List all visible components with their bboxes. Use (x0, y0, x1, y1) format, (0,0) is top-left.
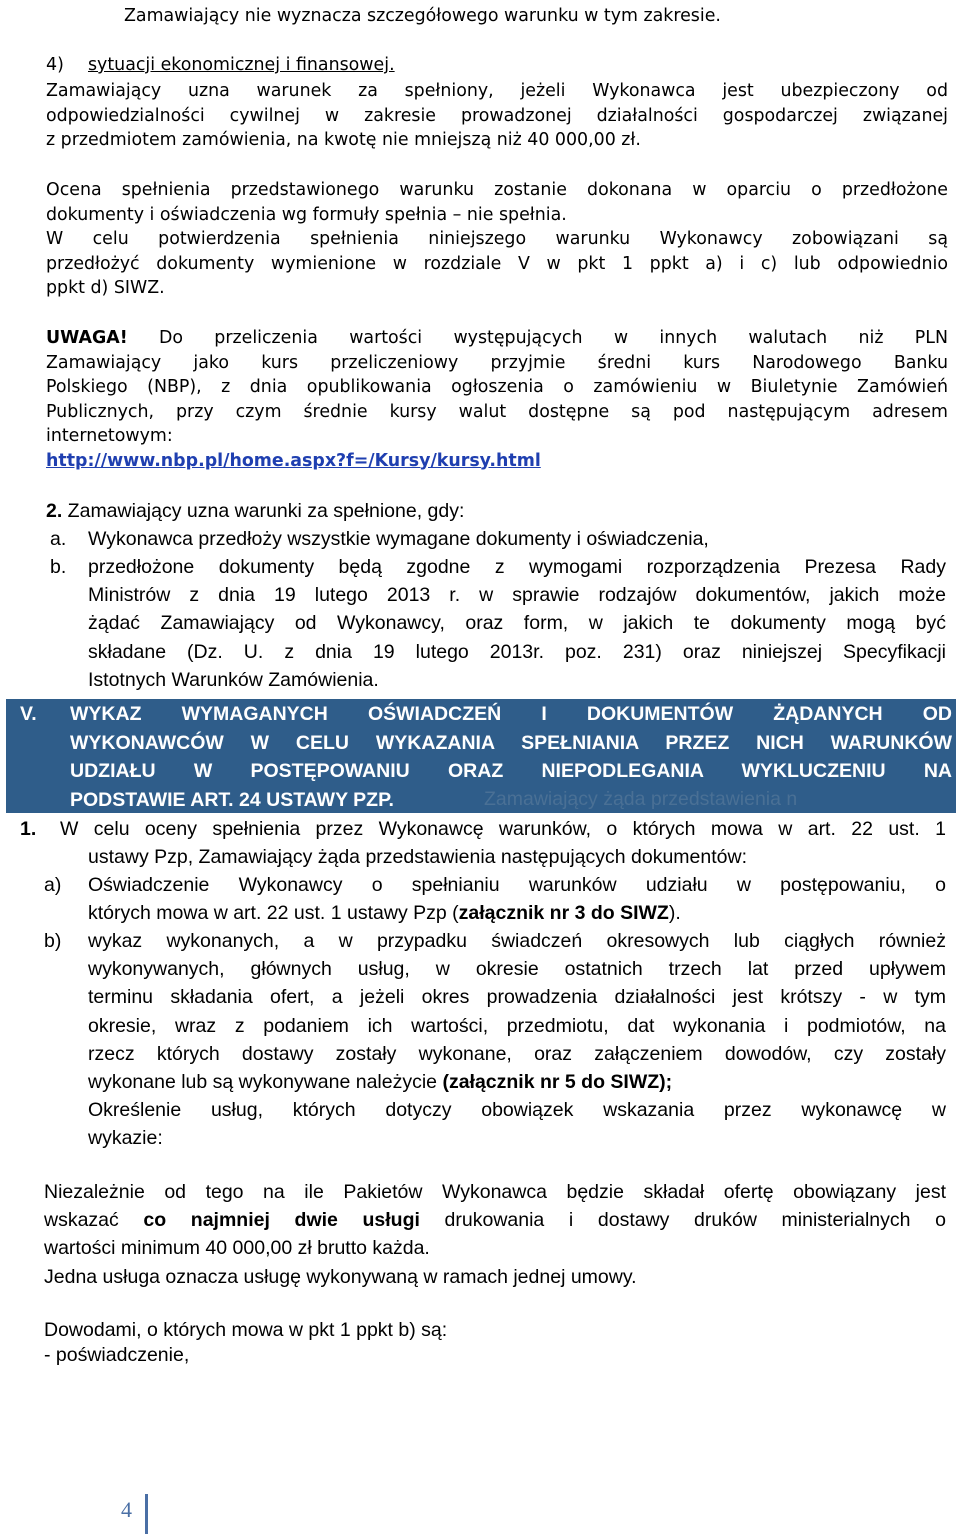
point-1-b-marker: b) (44, 930, 62, 952)
point-1-a-line (88, 899, 946, 927)
section-v-number: V. (20, 703, 37, 725)
point-1-b-line: wykonywanych, głównych usług, w okresie ostatnich trzech lat przed upływem (88, 958, 946, 981)
assessment-paragraph (46, 178, 948, 227)
uwaga-text: Do przeliczenia wartości występujących w innych walutach niż PLN (127, 328, 948, 348)
closing-text: drukowania i dostawy druków ministerialnych o (419, 1209, 946, 1232)
point-2-marker: 2. (46, 500, 63, 522)
point-2-b-line: przedłożone dokumenty będą zgodne z wymogami rozporządzenia Prezesa Rady (88, 556, 946, 578)
section-v-heading-line: PODSTAWIE ART. 24 USTAWY PZP. (70, 789, 394, 812)
wcelu-line: przedłożyć dokumenty wymienione w rozdziale V w pkt 1 ppkt a) i c) lub odpowiednio (46, 253, 948, 274)
okreslenie-line: Określenie usług, których dotyczy obowiązek wskazania przez wykonawcę w (88, 1099, 946, 1122)
section-v-ghost-text: Zamawiający żąda przedstawienia n (484, 788, 798, 810)
okreslenie-line: wykazie: (88, 1127, 163, 1150)
section-v-heading-line: WYKAZ WYMAGANYCH OŚWIADCZEŃ I DOKUMENTÓW ŻĄDANYCH OD (70, 703, 952, 725)
point-1-line: ustawy Pzp, Zamawiający żąda przedstawienia następujących dokumentów: (88, 846, 748, 868)
page-number-divider (145, 1494, 148, 1534)
closing-line: Jedna usługa oznacza usługę wykonywaną w ramach jednej umowy. (44, 1265, 637, 1288)
min-two-services: co najmniej dwie usługi (143, 1209, 420, 1232)
uwaga-line: Polskiego (NBP), z dnia opublikowania ogłoszenia o zamówieniu w Biuletynie Zamówień (46, 377, 948, 397)
fin-line: Zamawiający uzna warunek za spełniony, jeżeli Wykonawca jest ubezpieczony od (46, 81, 948, 101)
section-v-heading-line: WYKONAWCÓW W CELU WYKAZANIA SPEŁNIANIA PRZEZ NICH WARUNKÓW (70, 731, 952, 754)
closing-paragraph (44, 1178, 946, 1291)
point-1-item-a (88, 871, 946, 927)
uwaga-label: UWAGA! (46, 328, 128, 348)
point-1-a-text: których mowa w art. 22 ust. 1 ustawy Pzp ( (88, 902, 459, 925)
point-1-marker: 1. (20, 818, 37, 840)
point-1-b-line: okresie, wraz z podaniem ich wartości, przedmiotu, dat wykonania i podmiotów, na (88, 1014, 946, 1037)
fin-line: odpowiedzialności cywilnej w zakresie prowadzonej działalności gospodarczej związanej (46, 105, 948, 126)
point-2-a-text: Wykonawca przedłoży wszystkie wymagane dokumenty i oświadczenia, (88, 528, 709, 550)
point-1-b-line: wykaz wykonanych, a w przypadku świadczeń okresowych lub ciągłych również (88, 930, 946, 952)
intro-sentence: Zamawiający nie wyznacza szczegółowego warunku w tym zakresie. (124, 6, 721, 26)
closing-text: wskazać (44, 1209, 144, 1232)
closing-line: Niezależnie od tego na ile Pakietów Wykonawca będzie składał ofertę obowiązany jest (44, 1181, 946, 1203)
item-4-heading (46, 53, 646, 78)
wcelu-line: W celu potwierdzenia spełnienia niniejszego warunku Wykonawcy zobowiązani są (46, 229, 948, 249)
section-v-heading-line: UDZIAŁU W POSTĘPOWANIU ORAZ NIEPODLEGANIA WYKLUCZENIU NA (70, 760, 952, 783)
point-2-b-line: Ministrów z dnia 19 lutego 2013 r. w sprawie rodzajów dokumentów, jakich może (88, 584, 946, 607)
confirmation-paragraph (46, 227, 948, 301)
wcelu-line: ppkt d) SIWZ. (46, 278, 165, 298)
page-number: 4 (121, 1497, 132, 1522)
point-1-a-line: Oświadczenie Wykonawcy o spełnianiu warunków udziału w postępowaniu, o (88, 874, 946, 896)
point-2-a-marker: a. (50, 528, 67, 550)
financial-condition-paragraph (46, 79, 948, 153)
point-1-a-text-end: ). (668, 902, 681, 925)
uwaga-line: internetowym: (46, 426, 173, 446)
point-2-b-line: Istotnych Warunków Zamówienia. (88, 668, 379, 691)
point-1-b-text: wykonane lub są wykonywane należycie (88, 1071, 443, 1094)
point-1-line: W celu oceny spełnienia przez Wykonawcę warunków, o których mowa w art. 22 ust. 1 (60, 818, 946, 840)
section-v-heading-banner (6, 699, 956, 813)
point-2-item-a (50, 525, 946, 553)
attachment-3-reference: załącznik nr 3 do SIWZ (458, 902, 669, 925)
evidence-intro: Dowodami, o których mowa w pkt 1 ppkt b) są: (44, 1319, 448, 1341)
item-4-marker: 4) (46, 55, 64, 75)
point-1-b-line: rzecz których dostawy zostały wykonane, oraz załączeniem dowodów, czy zostały (88, 1042, 946, 1065)
uwaga-line: Publicznych, przy czym średnie kursy walut dostępne są pod następującym adresem (46, 401, 948, 422)
point-2-item-b (88, 553, 946, 694)
point-1-a-marker: a) (44, 874, 62, 896)
evidence-item: - poświadczenie, (44, 1344, 190, 1366)
uwaga-first-line (46, 326, 948, 351)
point-1-b-text-end: ; (665, 1071, 673, 1094)
item-4-title: sytuacji ekonomicznej i finansowej. (88, 55, 395, 75)
point-2-b-marker: b. (50, 556, 67, 578)
point-2-b-line: żądać Zamawiający od Wykonawcy, oraz form, w jakich te dokumenty mogą być (88, 612, 946, 635)
point-2-title: Zamawiający uzna warunki za spełnione, gdy: (62, 500, 465, 522)
uwaga-line: Zamawiający jako kurs przeliczeniowy przyjmie średni kurs Narodowego Banku (46, 352, 948, 373)
point-2-heading (46, 497, 946, 525)
point-1-b-line: terminu składania ofert, a jeżeli okres prowadzenia działalności jest krótszy - w tym (88, 986, 946, 1009)
attachment-5-reference: (załącznik nr 5 do SIWZ) (442, 1071, 666, 1094)
ocena-line: dokumenty i oświadczenia wg formuły spełnia – nie spełnia. (46, 204, 567, 225)
point-1-b-line (88, 1068, 946, 1096)
fin-line: z przedmiotem zamówienia, na kwotę nie mniejszą niż 40 000,00 zł. (46, 130, 641, 150)
nbp-rates-link[interactable]: http://www.nbp.pl/home.aspx?f=/Kursy/kursy.html (46, 450, 541, 471)
point-1-item-b (88, 927, 946, 1153)
ocena-line: Ocena spełnienia przedstawionego warunku zostanie dokonana w oparciu o przedłożone (46, 180, 948, 200)
closing-line: wartości minimum 40 000,00 zł brutto każda. (44, 1237, 430, 1260)
currency-note-paragraph (46, 326, 948, 473)
closing-line (44, 1206, 946, 1234)
point-2-b-line: składane (Dz. U. z dnia 19 lutego 2013r. poz. 231) oraz niniejszej Specyfikacji (88, 640, 946, 663)
